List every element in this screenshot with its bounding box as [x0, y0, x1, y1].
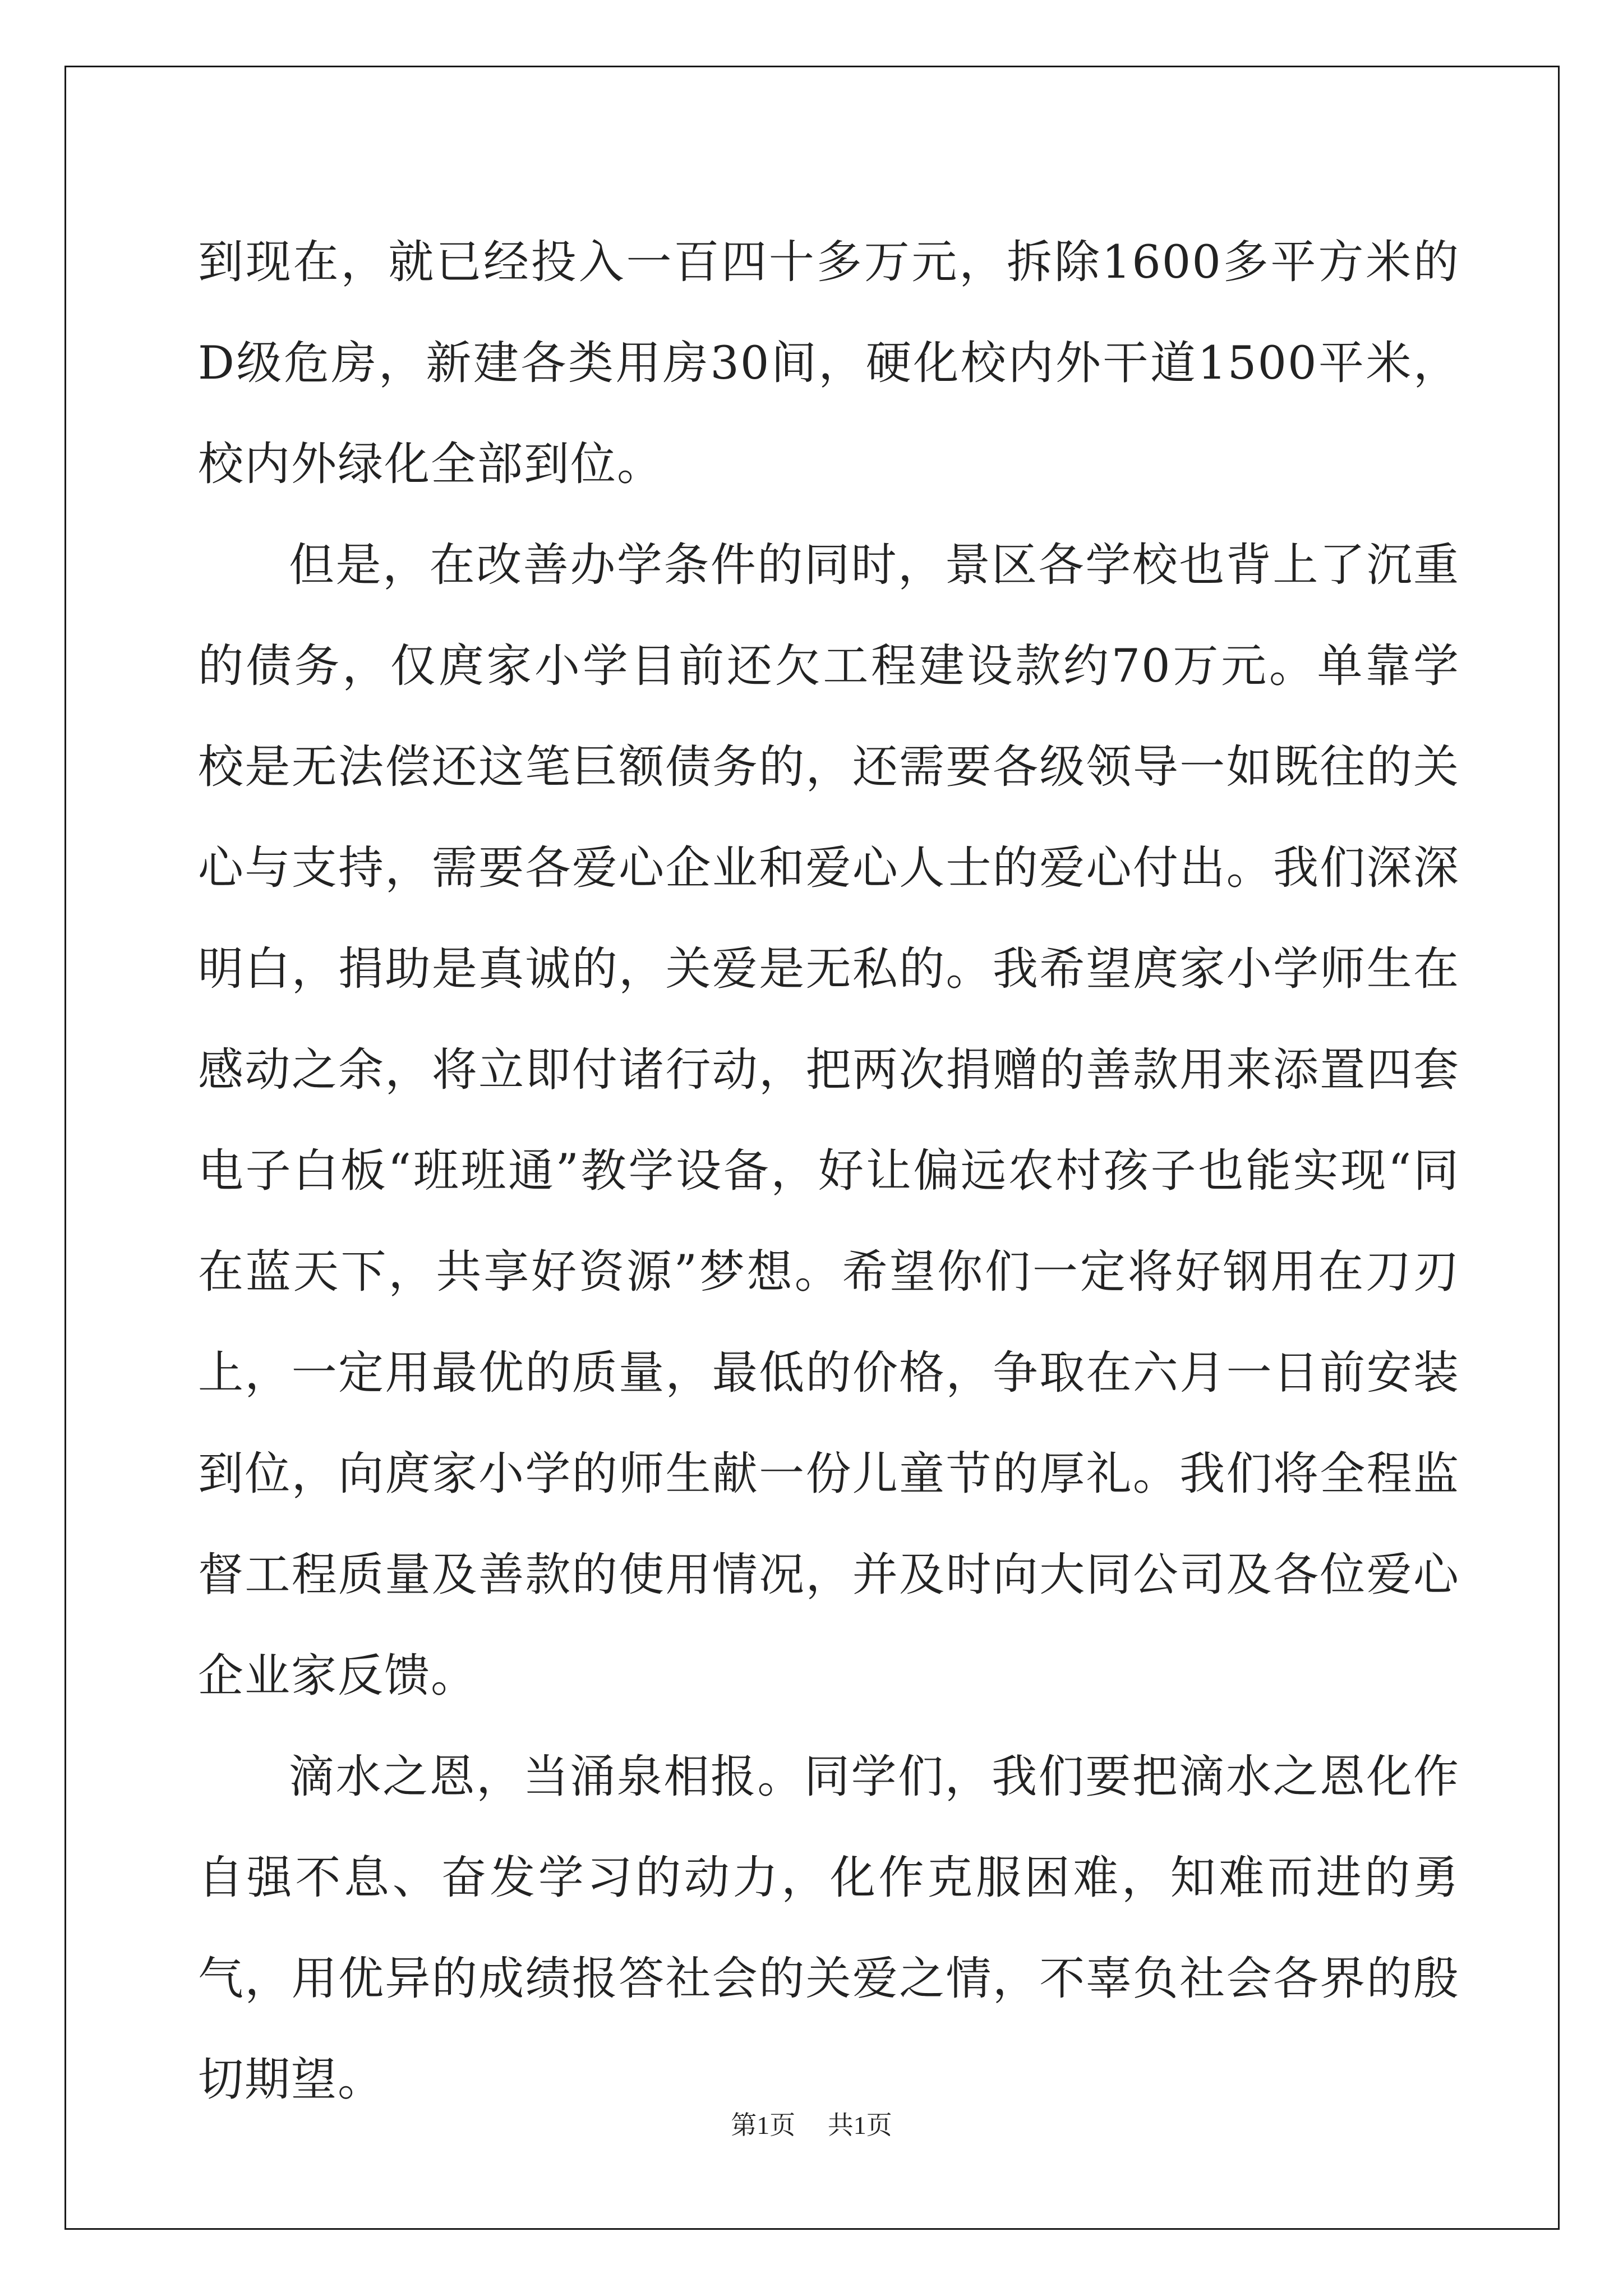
page-total: 共1页	[827, 2111, 892, 2139]
paragraph-1: 到现在，就已经投入一百四十多万元，拆除1600多平方米的D级危房，新建各类用房30间，硬化校内外干道1500平米，校内外绿化全部到位。	[198, 236, 1460, 491]
page-number: 第1页	[731, 2111, 796, 2139]
paragraph-3: 滴水之恩，当涌泉相报。同学们，我们要把滴水之恩化作自强不息、奋发学习的动力，化作克服困难，知难而进的勇气，用优异的成绩报答社会的关爱之情，不辜负社会各界的殷切期望。	[198, 1751, 1460, 2106]
document-body	[198, 212, 1460, 2131]
paragraph-2: 但是，在改善办学条件的同时，景区各学校也背上了沉重的债务，仅庹家小学目前还欠工程建设款约70万元。单靠学校是无法偿还这笔巨额债务的，还需要各级领导一如既往的关心与支持，需要各爱心企业和爱心人士的爱心付出。我们深深明白，捐助是真诚的，关爱是无私的。我希望庹家小学师生在感动之余，将立即付诸行动，把两次捐赠的善款用来添置四套电子白板“班班通”教学设备，好让偏远农村孩子也能实现“同在蓝天下，共享好资源”梦想。希望你们一定将好钢用在刀刃上，一定用最优的质量，最低的价格，争取在六月一日前安装到位，向庹家小学的师生献一份儿童节的厚礼。我们将全程监督工程质量及善款的使用情况，并及时向大同公司及各位爱心企业家反馈。	[198, 539, 1460, 1703]
page-footer	[0, 2105, 1623, 2142]
